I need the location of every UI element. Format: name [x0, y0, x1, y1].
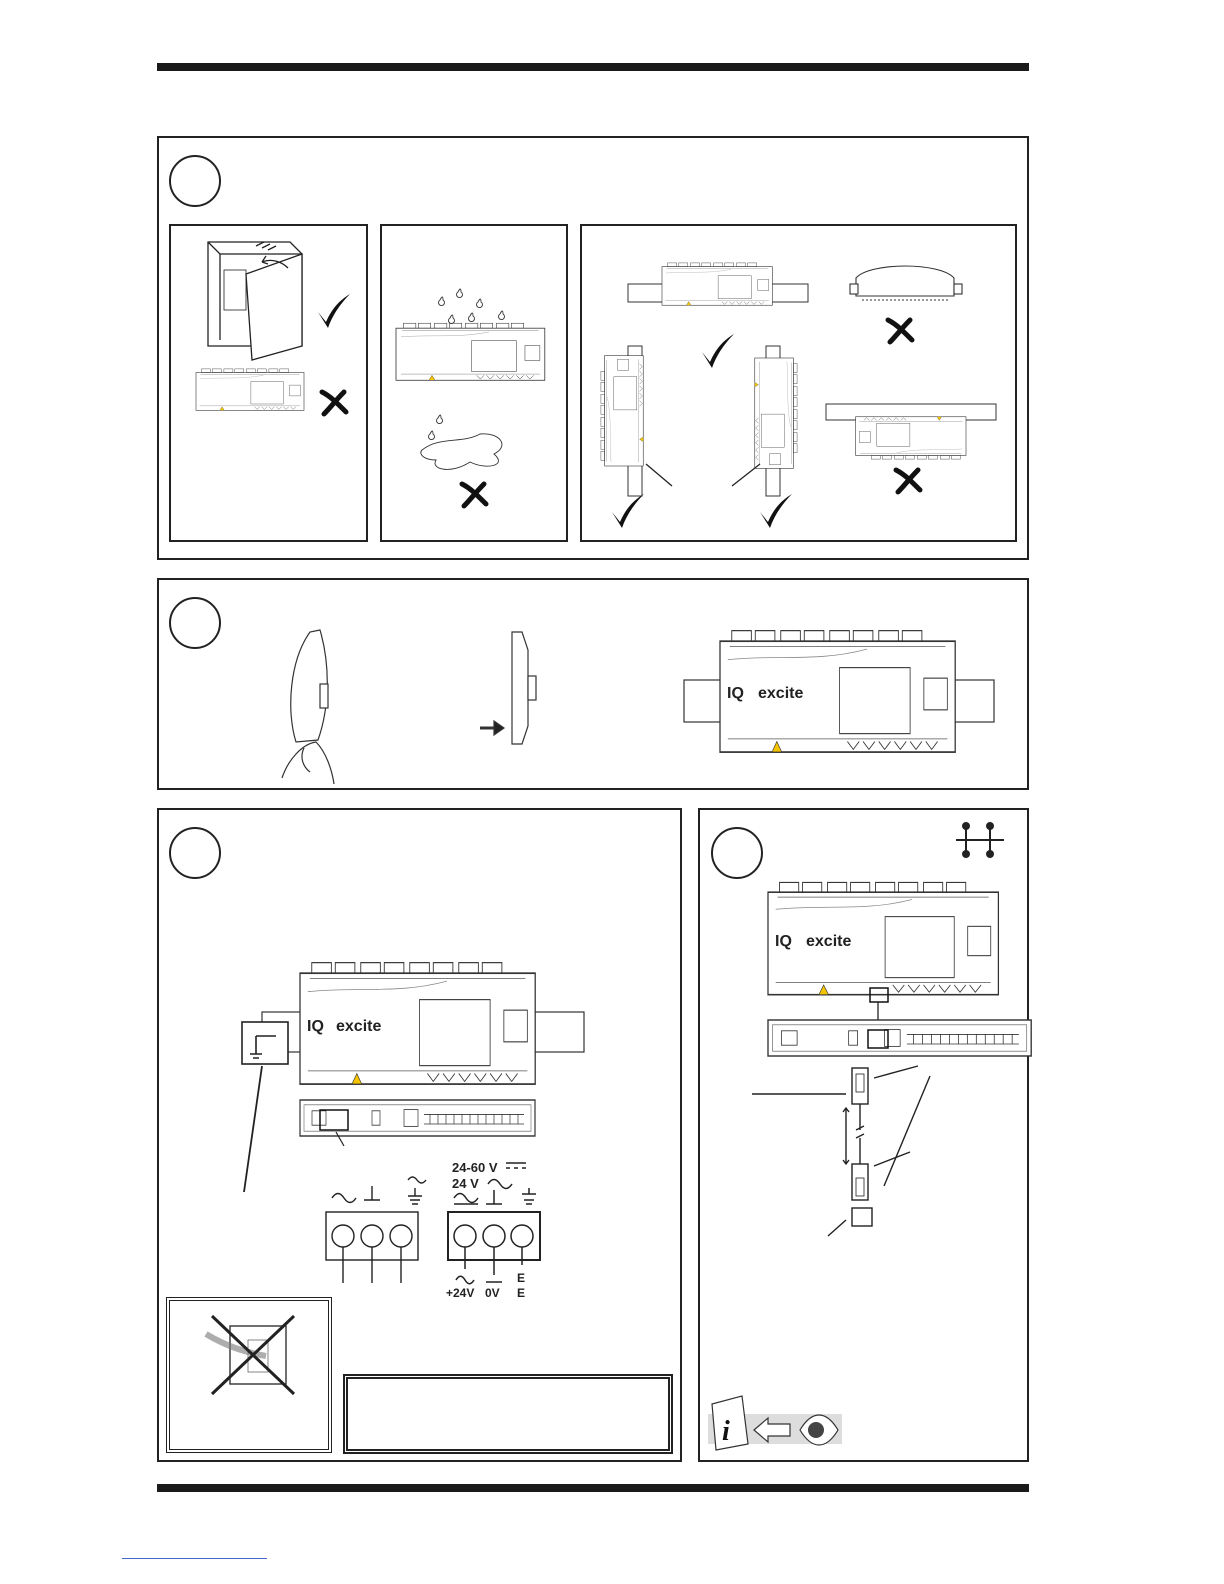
enclosure-illustration — [208, 242, 302, 360]
logo-name: excite — [806, 933, 852, 950]
dc-symbol-icon — [506, 1163, 526, 1168]
check-icon — [318, 294, 350, 328]
earth-symbol-box — [242, 1022, 288, 1192]
check-icon — [612, 494, 644, 528]
no-live-work-icon — [206, 1316, 294, 1394]
cross-icon — [896, 470, 920, 492]
logo-mark: IQ — [307, 1018, 324, 1035]
terminal-0v: 0V — [485, 1286, 500, 1300]
side-unit — [850, 266, 962, 300]
din-clip-hand-illustration — [282, 630, 334, 784]
vertical-unit-right — [732, 346, 797, 496]
ac-symbol-icon — [488, 1180, 512, 1189]
logo-text — [727, 685, 744, 702]
terminal-plus24v: +24V — [446, 1286, 475, 1300]
terminal-earth-top: E — [517, 1271, 526, 1285]
logo-mark: IQ — [775, 933, 792, 950]
svg-text:i: i — [722, 1416, 730, 1447]
controller-unit-upside-down — [856, 417, 966, 459]
cross-icon — [462, 484, 486, 506]
terminal-earth-bottom: E — [517, 1286, 526, 1300]
logo-mark: IQ — [727, 685, 744, 702]
controller-unit-network — [768, 882, 998, 994]
controller-unit — [396, 323, 545, 380]
vertical-unit-left — [601, 346, 672, 496]
ac-rating-label: 24 V — [452, 1176, 479, 1191]
cross-icon — [322, 392, 346, 414]
terminal-block-3pin — [326, 1177, 426, 1283]
bus-topology-icon — [956, 823, 1004, 857]
controller-unit — [196, 369, 304, 410]
controller-unit-mounted — [720, 631, 955, 752]
terminal-block-power — [448, 1188, 540, 1284]
din-clip-push-illustration — [480, 632, 536, 744]
check-icon — [702, 334, 734, 368]
cross-icon — [888, 320, 912, 342]
check-icon — [760, 494, 792, 528]
controller-unit — [662, 263, 772, 305]
network-terminal-strip — [768, 1020, 1031, 1056]
logo-name: excite — [336, 1018, 382, 1035]
dc-rating-label: 24-60 V — [452, 1160, 498, 1175]
logo-name: excite — [758, 685, 804, 702]
network-cable — [752, 1066, 930, 1236]
